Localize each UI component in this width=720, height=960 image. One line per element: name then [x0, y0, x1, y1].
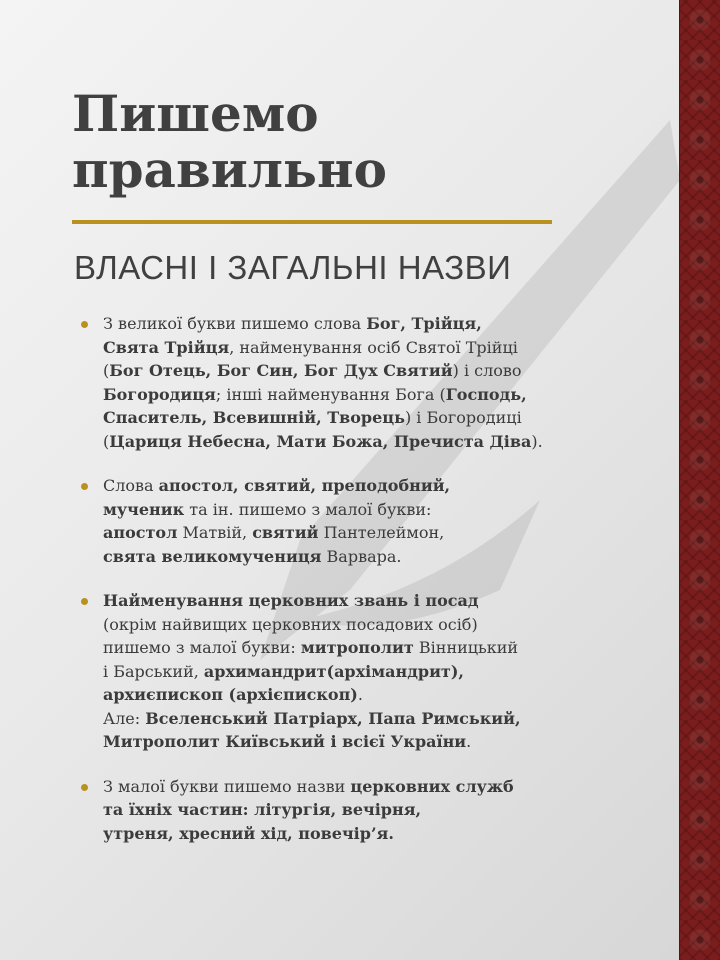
rule-line — [103, 683, 588, 707]
rule-text: та ін. пишемо з малої букви: — [184, 499, 432, 519]
rule-text: Вінницький — [413, 638, 519, 657]
rule-text: ). — [531, 431, 543, 451]
title-divider — [72, 220, 552, 224]
rule-text: ) і Богородиці — [404, 408, 522, 427]
rule-text: Але: — [103, 708, 146, 728]
rule-line — [103, 730, 588, 754]
rule-text: Варвара. — [321, 546, 402, 566]
rule-line — [103, 613, 588, 637]
rule-text: , найменування осіб Святої Трійці — [229, 337, 518, 357]
rule-text-bold: Митрополит Київський і всієї України — [103, 732, 467, 751]
rule-text: ) і слово — [452, 361, 522, 380]
bullet-dot-icon — [81, 598, 88, 605]
bullet-dot-icon — [81, 483, 88, 490]
rule-text: ( — [103, 361, 110, 380]
rule-line — [103, 430, 588, 454]
rule-line — [103, 383, 588, 407]
rule-text: і Барський, — [103, 661, 204, 681]
page-title — [72, 86, 552, 198]
rule-line — [103, 406, 588, 430]
rule-line — [103, 521, 588, 545]
rule-text-bold: апостол, святий, преподобний, — [158, 476, 451, 495]
rule-text-bold: та їхніх частин: літургія, вечірня, — [103, 800, 422, 819]
rules-list — [78, 312, 588, 845]
rule-text: Матвій, — [177, 523, 253, 542]
page-title-line-1: Пишемо — [72, 84, 319, 143]
rule-item — [78, 589, 588, 754]
bullet-dot-icon — [81, 784, 88, 791]
rule-text-bold: митрополит — [300, 638, 414, 657]
rule-text: ; інші найменування Бога ( — [215, 384, 446, 404]
rule-text-bold: церковних служб — [350, 776, 514, 796]
rule-text: . — [466, 732, 472, 751]
rule-text-bold: мученик — [103, 499, 185, 519]
rule-line — [103, 589, 588, 613]
rule-line — [103, 636, 588, 660]
rule-item — [78, 474, 588, 568]
rule-line — [103, 775, 588, 799]
rule-line — [103, 822, 588, 846]
rule-line — [103, 312, 588, 336]
rule-text: З великої букви пишемо слова — [103, 314, 367, 333]
rule-line — [103, 660, 588, 684]
bullet-dot-icon — [81, 321, 88, 328]
section-subtitle: ВЛАСНІ І ЗАГАЛЬНІ НАЗВИ — [74, 249, 512, 286]
rule-text: пишемо з малої букви: — [103, 638, 301, 657]
rule-text-bold: Богородиця — [103, 384, 216, 404]
rule-text-bold: Спаситель, Всевишній, Творець — [103, 408, 405, 427]
rule-line — [103, 336, 588, 360]
rule-text-bold: Цариця Небесна, Мати Божа, Пречиста Діва — [109, 431, 532, 451]
rule-text: ( — [103, 431, 110, 451]
rule-text-bold: Вселенський Патріарх, Папа Римський, — [145, 708, 521, 728]
rule-line — [103, 359, 588, 383]
rule-item — [78, 775, 588, 846]
rule-text-bold: святий — [252, 523, 319, 542]
rule-text-bold: Господь, — [445, 384, 527, 404]
rule-text-bold: утреня, хресний хід, повечір’я. — [103, 823, 394, 843]
rule-line — [103, 545, 588, 569]
rule-text: Пантелеймон, — [318, 523, 445, 542]
page-title-line-2: правильно — [72, 140, 387, 199]
rule-text-bold: Бог, Трійця, — [366, 314, 482, 333]
rule-text-bold: апостол — [103, 523, 178, 542]
rule-line — [103, 798, 588, 822]
rule-text-bold: Свята Трійця — [103, 337, 230, 357]
rule-line — [103, 474, 588, 498]
rule-text-bold: архимандрит(архімандрит), — [203, 661, 464, 681]
rule-text: Слова — [103, 476, 159, 495]
rule-text-bold: архиєпископ (архієпископ) — [103, 685, 358, 704]
rule-line — [103, 498, 588, 522]
rule-text-bold: свята великомучениця — [103, 546, 322, 566]
rule-text-bold: Найменування церковних звань і посад — [103, 591, 479, 610]
rule-text: (окрім найвищих церковних посадових осіб) — [103, 614, 478, 634]
rule-text-bold: Бог Отець, Бог Син, Бог Дух Святий — [109, 361, 453, 380]
rule-text: З малої букви пишемо назви — [103, 776, 351, 796]
rule-item — [78, 312, 588, 453]
rule-text: . — [357, 685, 363, 704]
rule-line — [103, 707, 588, 731]
ornamental-side-band — [679, 0, 720, 960]
